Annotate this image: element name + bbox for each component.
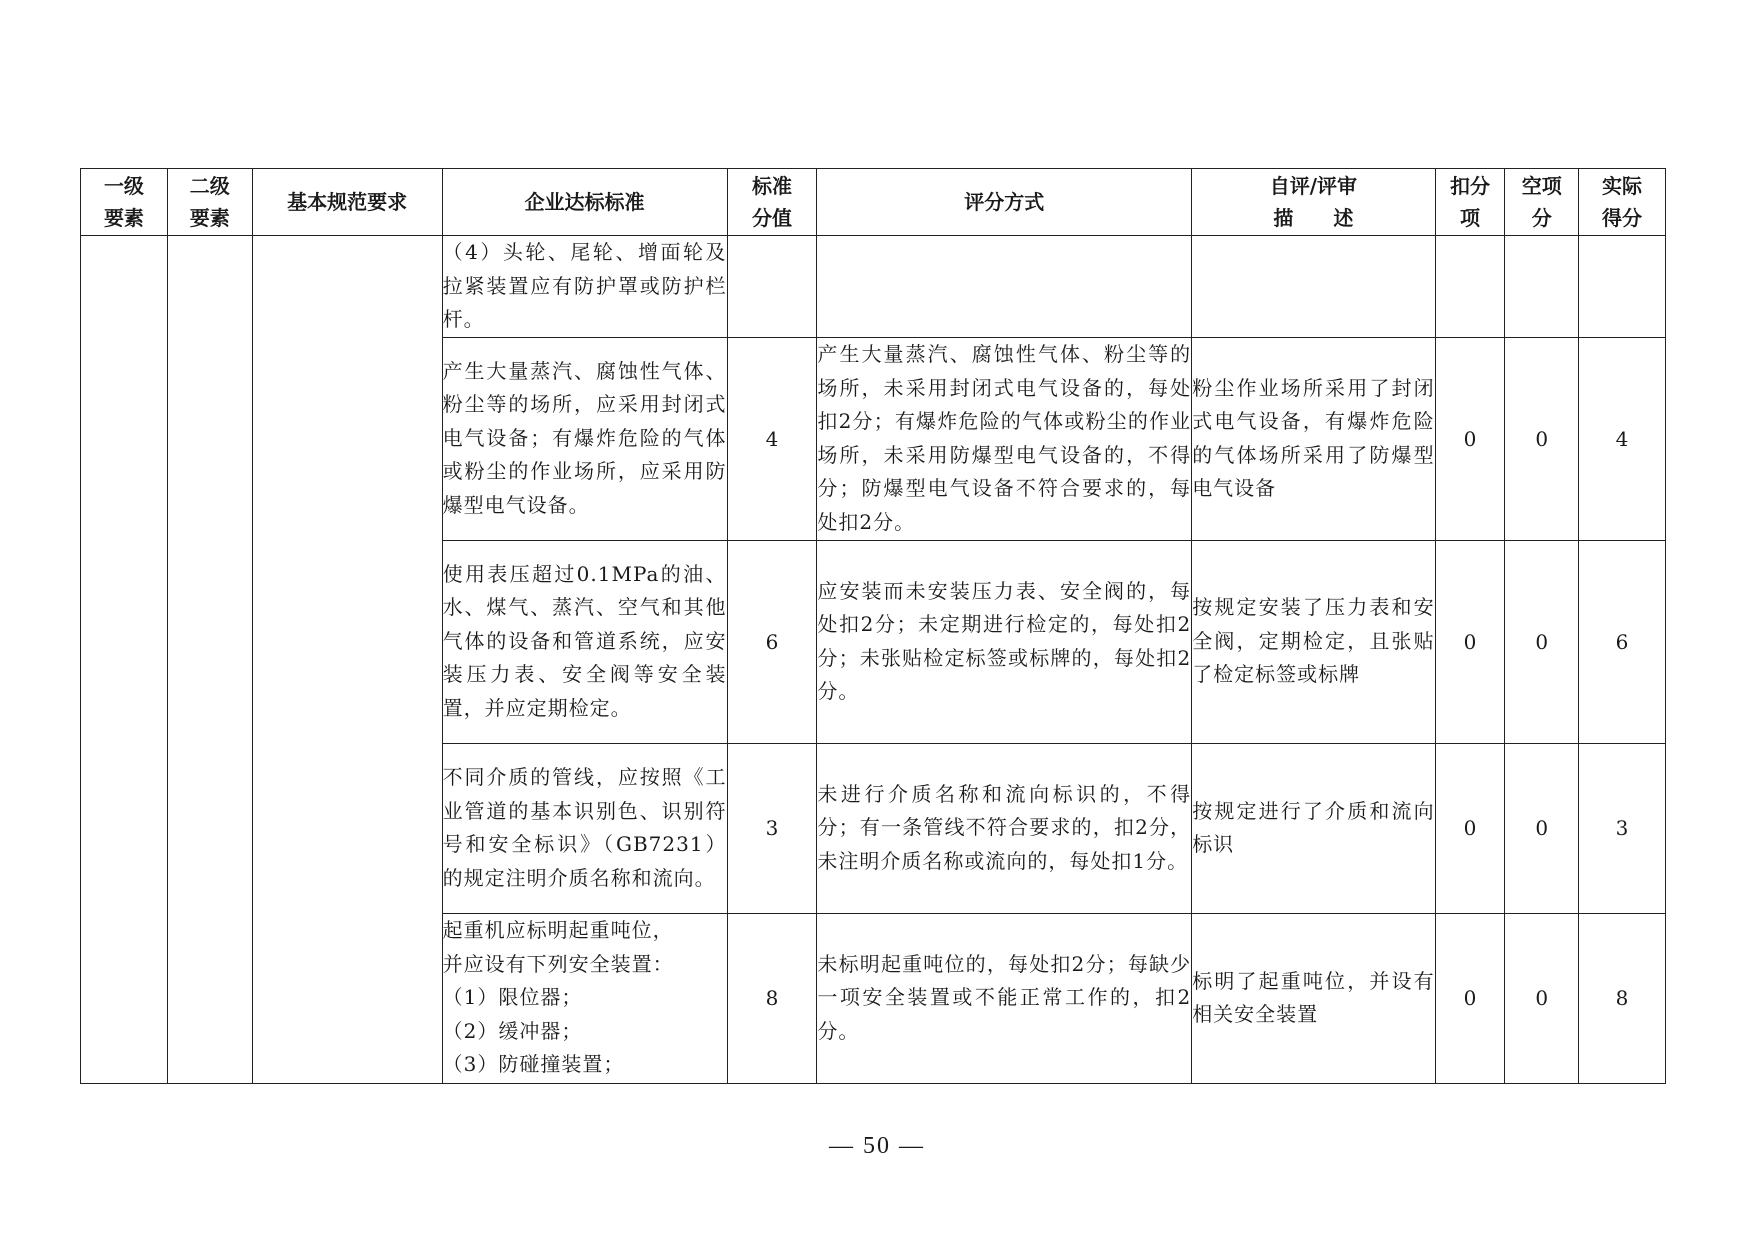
empty-item-cell: 0 xyxy=(1505,337,1579,540)
level2-element-cell xyxy=(167,236,252,1084)
header-scoring-method: 评分方式 xyxy=(817,169,1192,236)
actual-score-cell xyxy=(1579,236,1666,338)
table-row xyxy=(81,236,1666,338)
enterprise-standard-cell: 起重机应标明起重吨位， 并应设有下列安全装置： （1）限位器； （2）缓冲器； （3）防碰撞装置； xyxy=(442,913,727,1083)
description-cell: 按规定进行了介质和流向标识 xyxy=(1192,743,1435,913)
header-deduction-items: 扣分 项 xyxy=(1435,169,1505,236)
scoring-method-cell xyxy=(817,236,1192,338)
empty-item-cell: 0 xyxy=(1505,743,1579,913)
header-empty-item-score: 空项 分 xyxy=(1505,169,1579,236)
scoring-method-cell: 应安装而未安装压力表、安全阀的，每处扣2分；未定期进行检定的，每处扣2分；未张贴检定标签或标牌的，每处扣2分。 xyxy=(817,540,1192,743)
empty-item-cell: 0 xyxy=(1505,540,1579,743)
header-level2-element: 二级 要素 xyxy=(167,169,252,236)
level1-element-cell xyxy=(81,236,168,1084)
deduction-cell: 0 xyxy=(1435,337,1505,540)
header-row xyxy=(81,169,1666,236)
deduction-cell: 0 xyxy=(1435,913,1505,1083)
standard-score-cell: 8 xyxy=(727,913,817,1083)
deduction-cell xyxy=(1435,236,1505,338)
standard-score-cell: 3 xyxy=(727,743,817,913)
enterprise-standard-cell: 不同介质的管线，应按照《工业管道的基本识别色、识别符号和安全标识》（GB7231）的规定注明介质名称和流向。 xyxy=(442,743,727,913)
standard-score-cell xyxy=(727,236,817,338)
standard-score-cell: 4 xyxy=(727,337,817,540)
enterprise-standard-cell: 使用表压超过0.1MPa的油、水、煤气、蒸汽、空气和其他气体的设备和管道系统，应安装压力表、安全阀等安全装置，并应定期检定。 xyxy=(442,540,727,743)
description-cell: 粉尘作业场所采用了封闭式电气设备，有爆炸危险的气体场所采用了防爆型电气设备 xyxy=(1192,337,1435,540)
header-self-review-description: 自评/评审 描 述 xyxy=(1192,169,1435,236)
standard-score-cell: 6 xyxy=(727,540,817,743)
deduction-cell: 0 xyxy=(1435,540,1505,743)
actual-score-cell: 8 xyxy=(1579,913,1666,1083)
header-standard-score: 标准 分值 xyxy=(727,169,817,236)
actual-score-cell: 3 xyxy=(1579,743,1666,913)
description-cell: 按规定安装了压力表和安全阀，定期检定，且张贴了检定标签或标牌 xyxy=(1192,540,1435,743)
description-cell xyxy=(1192,236,1435,338)
actual-score-cell: 6 xyxy=(1579,540,1666,743)
enterprise-standard-cell: 产生大量蒸汽、腐蚀性气体、粉尘等的场所，应采用封闭式电气设备；有爆炸危险的气体或粉尘的作业场所，应采用防爆型电气设备。 xyxy=(442,337,727,540)
scoring-table xyxy=(80,168,1666,1084)
scoring-method-cell: 未进行介质名称和流向标识的，不得分；有一条管线不符合要求的，扣2分，未注明介质名称或流向的，每处扣1分。 xyxy=(817,743,1192,913)
scoring-method-cell: 产生大量蒸汽、腐蚀性气体、粉尘等的场所，未采用封闭式电气设备的，每处扣2分；有爆炸危险的气体或粉尘的作业场所，未采用防爆型电气设备的，不得分；防爆型电气设备不符合要求的，每处扣2分。 xyxy=(817,337,1192,540)
empty-item-cell: 0 xyxy=(1505,913,1579,1083)
header-actual-score: 实际 得分 xyxy=(1579,169,1666,236)
description-cell: 标明了起重吨位，并设有相关安全装置 xyxy=(1192,913,1435,1083)
header-level1-element: 一级 要素 xyxy=(81,169,168,236)
page-number: — 50 — xyxy=(829,1133,925,1159)
actual-score-cell: 4 xyxy=(1579,337,1666,540)
header-basic-requirements: 基本规范要求 xyxy=(252,169,442,236)
empty-item-cell xyxy=(1505,236,1579,338)
scoring-method-cell: 未标明起重吨位的，每处扣2分；每缺少一项安全装置或不能正常工作的，扣2分。 xyxy=(817,913,1192,1083)
enterprise-standard-cell: （4）头轮、尾轮、增面轮及拉紧装置应有防护罩或防护栏杆。 xyxy=(442,236,727,338)
deduction-cell: 0 xyxy=(1435,743,1505,913)
basic-requirements-cell xyxy=(252,236,442,1084)
header-enterprise-standard: 企业达标标准 xyxy=(442,169,727,236)
